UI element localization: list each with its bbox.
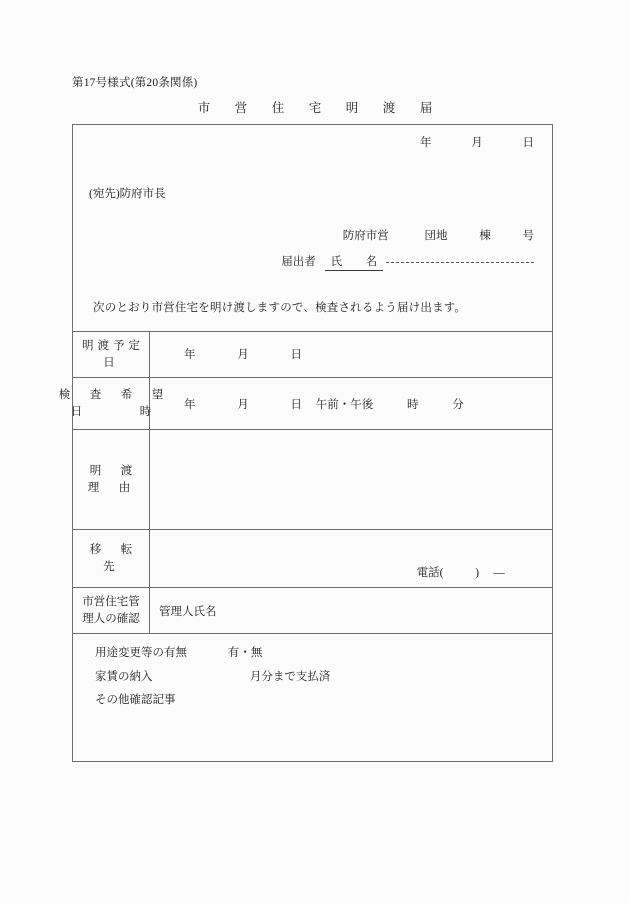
row-body-destination[interactable] [150, 530, 552, 587]
telephone-label: 電話( [416, 567, 444, 579]
date-month-label: 月 [471, 137, 483, 149]
telephone-field[interactable] [417, 564, 516, 580]
checklist [95, 646, 330, 717]
inspection-year-label: 年 [184, 399, 196, 411]
table-row-manager-confirmation [73, 587, 552, 633]
inspection-day-label: 日 [290, 399, 302, 411]
form-frame [58, 124, 553, 762]
row-label-vacate-date [73, 332, 150, 377]
table-row-destination [73, 529, 552, 587]
document-title: 市 営 住 宅 明 渡 届 [197, 101, 439, 115]
addressee-line: (宛先)防府市長 [89, 188, 166, 200]
inspection-ampm-option[interactable]: 午前・午後 [315, 399, 374, 411]
row-label-inspection-datetime [58, 378, 168, 429]
vacate-date-fields [184, 346, 302, 362]
checklist-item [95, 693, 330, 709]
row-label-text-group [82, 594, 140, 627]
vacate-month-label: 月 [237, 349, 249, 361]
row-label-text: 移 転 先 [89, 543, 152, 573]
row-body-vacate-date[interactable] [150, 332, 552, 377]
table-row-vacate-reason [73, 429, 552, 529]
estate-building-label: 棟 [479, 230, 491, 242]
inspection-hour-label: 時 [407, 399, 419, 411]
form-number: 第17号様式(第20条関係) [72, 77, 198, 89]
row-label-line1: 市営住宅管 [82, 595, 140, 608]
checklist-label: 用途変更等の有無 [95, 647, 187, 659]
top-block [73, 125, 552, 330]
vacate-day-label: 日 [290, 349, 302, 361]
checklist-value[interactable]: 有・無 [227, 647, 263, 659]
estate-address-line [343, 227, 534, 243]
checklist-value[interactable]: 月分まで支払済 [249, 670, 331, 683]
estate-number-label: 号 [522, 230, 534, 242]
checklist-label: 家賃の納入 [95, 670, 153, 683]
declaration-statement: 次のとおり市営住宅を明け渡しますので、検査されるよう届け出ます。 [93, 302, 467, 314]
row-label-line1: 検 査 希 望 [58, 388, 168, 401]
row-label-destination [73, 530, 150, 587]
row-label-text: 明渡予定日 [82, 339, 144, 369]
row-label-line2: 理人の確認 [82, 612, 140, 625]
submitter-name-input[interactable] [386, 262, 534, 263]
inspection-minute-label: 分 [452, 399, 464, 411]
manager-name-label: 管理人氏名 [159, 606, 217, 618]
row-label-vacate-reason [73, 430, 150, 529]
name-field-label: 氏 名 [325, 253, 384, 271]
date-day-label: 日 [522, 137, 534, 149]
date-year-label: 年 [420, 137, 432, 149]
telephone-paren-close: ) [475, 567, 480, 579]
estate-danchi-label: 団地 [424, 230, 448, 242]
table-row-checklist [73, 633, 552, 761]
vacate-year-label: 年 [184, 349, 196, 361]
checklist-label: その他確認記事 [95, 694, 176, 707]
submitter-name-line [281, 253, 534, 271]
row-body-manager-confirmation[interactable] [150, 588, 552, 633]
table-row-vacate-date [73, 331, 552, 377]
row-label-manager-confirmation [73, 588, 150, 633]
telephone-dash: — [493, 567, 505, 579]
row-body-inspection-datetime[interactable] [150, 378, 552, 429]
row-label-text: 明 渡 理 由 [87, 464, 152, 494]
inspection-datetime-fields [184, 396, 464, 412]
row-body-vacate-reason[interactable] [150, 430, 552, 529]
inspection-month-label: 月 [237, 399, 249, 411]
checklist-item [95, 646, 330, 662]
row-label-line2: 日 時 [70, 405, 152, 418]
submitter-label: 届出者 [281, 256, 316, 268]
estate-prefix-label: 防府市営 [342, 230, 389, 242]
checklist-item [95, 670, 330, 686]
submission-date-line [420, 134, 534, 150]
table-row-inspection-datetime [58, 377, 552, 429]
